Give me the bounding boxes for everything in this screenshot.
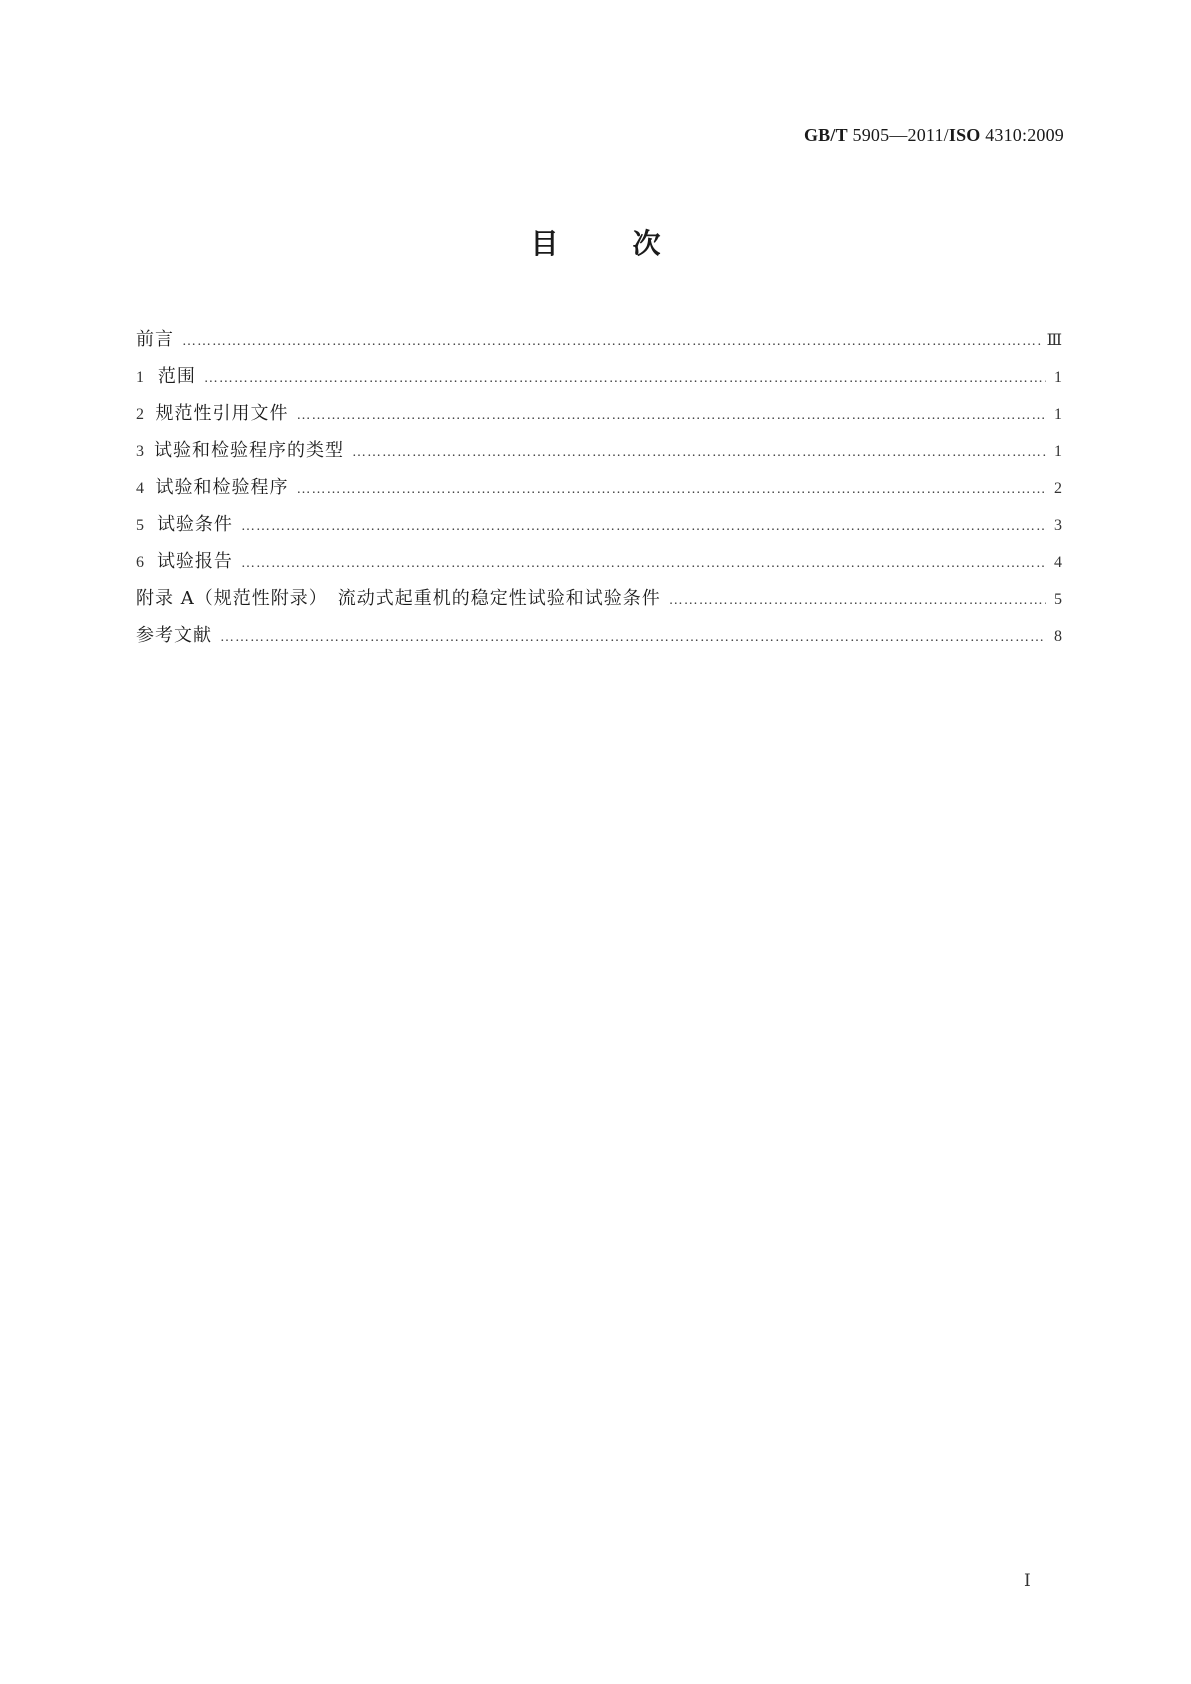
toc-entry-number: 5 (136, 517, 144, 534)
toc-entry-page: 4 (1054, 554, 1062, 571)
toc-entry-test-conditions[interactable] (136, 513, 1062, 550)
toc-leader-dots (241, 515, 1046, 539)
toc-entry-normative-references[interactable] (136, 402, 1062, 439)
page-number: Ⅰ (1024, 1571, 1031, 1590)
standard-header (804, 125, 1064, 146)
toc-leader-dots (220, 626, 1046, 650)
toc-leader-dots (204, 367, 1046, 391)
toc-entry-bibliography[interactable] (136, 624, 1062, 661)
toc-entry-number: 2 (136, 406, 144, 423)
toc-entry-label: 试验和检验程序的类型 (154, 440, 345, 461)
toc-entry-number: 3 (136, 443, 144, 460)
toc-entry-test-procedures[interactable] (136, 476, 1062, 513)
toc-entry-number: 6 (136, 554, 144, 571)
toc-entry-page: 3 (1054, 517, 1062, 534)
toc-entry-label: 范围 (157, 366, 196, 387)
toc-entry-page: 2 (1054, 480, 1062, 497)
toc-entry-page: 5 (1054, 591, 1062, 608)
toc-entry-annex-a[interactable] (136, 587, 1062, 624)
toc-entry-scope[interactable] (136, 365, 1062, 402)
toc-leader-dots (352, 441, 1046, 465)
toc-entry-label: 附录 A（规范性附录） 流动式起重机的稳定性试验和试验条件 (136, 588, 661, 609)
toc-leader-dots (182, 330, 1041, 354)
toc-entry-page: 1 (1054, 406, 1062, 423)
toc-entry-page: Ⅲ (1046, 332, 1062, 349)
toc-leader-dots (297, 478, 1047, 502)
standard-number: 5905—2011/ (852, 125, 949, 145)
toc-entry-page: 8 (1054, 628, 1062, 645)
toc-entry-test-types[interactable] (136, 439, 1062, 476)
toc-entry-number: 1 (136, 369, 144, 386)
table-of-contents (136, 328, 1062, 661)
toc-entry-page: 1 (1054, 443, 1062, 460)
toc-entry-foreword[interactable] (136, 328, 1062, 365)
toc-leader-dots (669, 589, 1046, 613)
toc-leader-dots (241, 552, 1046, 576)
standard-iso-code: ISO (948, 125, 981, 145)
toc-title-char-2: 次 (632, 227, 661, 260)
toc-entry-label: 试验报告 (156, 551, 233, 572)
toc-entry-label: 规范性引用文件 (155, 403, 289, 424)
toc-entry-label: 前言 (136, 329, 174, 350)
toc-leader-dots (297, 404, 1047, 428)
toc-entry-number: 4 (136, 480, 144, 497)
toc-title (0, 226, 1191, 262)
toc-entry-label: 试验条件 (156, 514, 233, 535)
toc-title-char-1: 目 (530, 227, 559, 260)
standard-gb-code: GB/T (803, 125, 848, 145)
iso-number: 4310:2009 (985, 125, 1064, 145)
toc-entry-label: 试验和检验程序 (155, 477, 289, 498)
toc-entry-page: 1 (1054, 369, 1062, 386)
toc-entry-test-report[interactable] (136, 550, 1062, 587)
toc-entry-label: 参考文献 (136, 625, 212, 646)
